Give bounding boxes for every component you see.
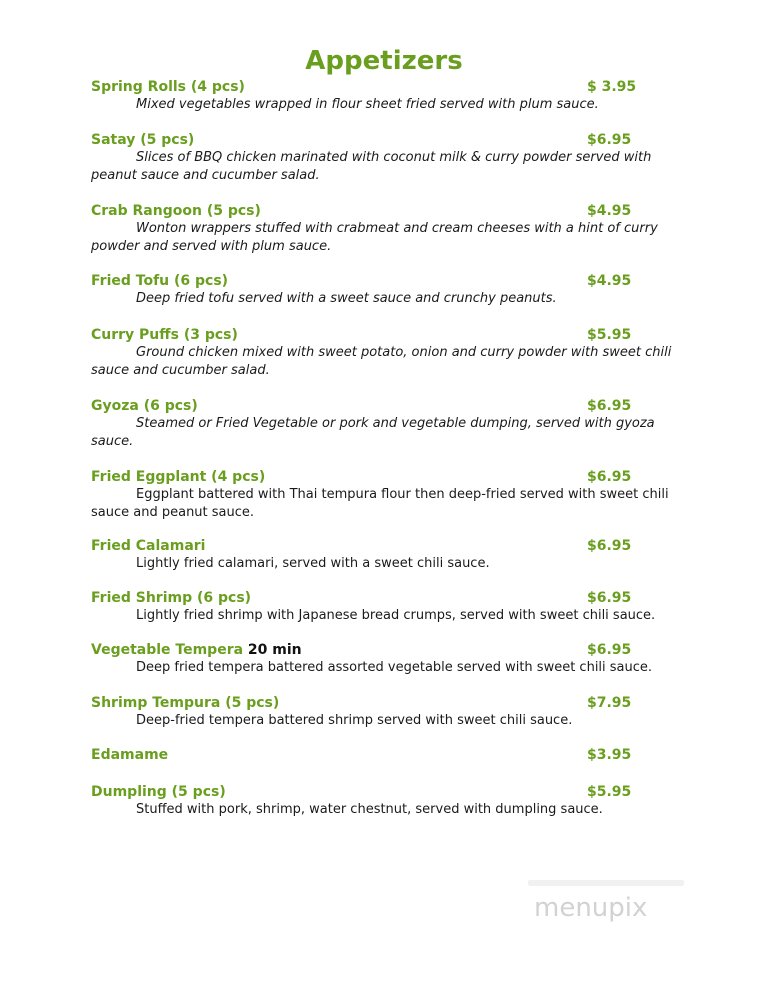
menu-item xyxy=(91,468,691,521)
item-price: $4.95 xyxy=(587,203,632,219)
item-name: Crab Rangoon (5 pcs) xyxy=(91,203,261,219)
item-name: Fried Tofu (6 pcs) xyxy=(91,273,229,289)
item-description: Ground chicken mixed with sweet potato, onion and curry powder with sweet chili sauce and cucumber salad. xyxy=(91,345,672,378)
item-price: $6.95 xyxy=(587,398,632,414)
item-description: Wonton wrappers stuffed with crabmeat and cream cheeses with a hint of curry powder and served with plum sauce. xyxy=(91,221,658,254)
item-name: Satay (5 pcs) xyxy=(91,132,195,148)
item-name: Dumpling (5 pcs) xyxy=(91,784,226,800)
item-name: Fried Eggplant (4 pcs) xyxy=(91,469,266,485)
menu-item xyxy=(91,589,691,625)
item-description: Deep fried tempera battered assorted vegetable served with sweet chili sauce. xyxy=(136,660,653,675)
menu-item xyxy=(91,131,691,184)
item-name: Curry Puffs (3 pcs) xyxy=(91,327,238,343)
menu-item xyxy=(91,78,691,114)
menu-item xyxy=(91,272,691,308)
item-name: Fried Shrimp (6 pcs) xyxy=(91,590,252,606)
item-description: Lightly fried shrimp with Japanese bread crumps, served with sweet chili sauce. xyxy=(136,608,656,623)
item-name: Gyoza (6 pcs) xyxy=(91,398,198,414)
menu-item xyxy=(91,326,691,379)
menupix-watermark: menupix xyxy=(534,893,648,923)
item-price: $5.95 xyxy=(587,327,632,343)
menu-item xyxy=(91,397,691,450)
item-name: Shrimp Tempura (5 pcs) xyxy=(91,695,280,711)
watermark-divider xyxy=(528,880,684,886)
item-price: $6.95 xyxy=(587,590,632,606)
item-price: $ 3.95 xyxy=(587,79,637,95)
item-price: $5.95 xyxy=(587,784,632,800)
item-description: Deep fried tofu served with a sweet sauce and crunchy peanuts. xyxy=(136,291,557,306)
item-name: Fried Calamari xyxy=(91,538,206,554)
item-description: Deep-fried tempera battered shrimp served with sweet chili sauce. xyxy=(136,713,573,728)
item-description: Eggplant battered with Thai tempura flour then deep-fried served with sweet chili sauce and peanut sauce. xyxy=(91,487,669,520)
item-prep-time: 20 min xyxy=(243,642,302,658)
item-price: $6.95 xyxy=(587,469,632,485)
item-name-text: Vegetable Tempera xyxy=(91,642,244,658)
item-description: Steamed or Fried Vegetable or pork and vegetable dumping, served with gyoza sauce. xyxy=(91,416,655,449)
menu-item xyxy=(91,202,691,255)
item-name: Edamame xyxy=(91,747,169,763)
menu-title: Appetizers xyxy=(305,46,463,76)
item-description: Slices of BBQ chicken marinated with coconut milk & curry powder served with peanut sauce and cucumber salad. xyxy=(91,150,652,183)
item-price: $6.95 xyxy=(587,538,632,554)
item-price: $6.95 xyxy=(587,132,632,148)
item-price: $4.95 xyxy=(587,273,632,289)
item-price: $3.95 xyxy=(587,747,632,763)
menu-item xyxy=(91,746,691,764)
item-name: Spring Rolls (4 pcs) xyxy=(91,79,245,95)
item-description: Stuffed with pork, shrimp, water chestnut, served with dumpling sauce. xyxy=(136,802,603,817)
menu-item xyxy=(91,641,691,677)
item-price: $7.95 xyxy=(587,695,632,711)
menu-item xyxy=(91,783,691,819)
item-description: Lightly fried calamari, served with a sweet chili sauce. xyxy=(136,556,490,571)
item-price: $6.95 xyxy=(587,642,632,658)
menu-item xyxy=(91,694,691,730)
menu-item xyxy=(91,537,691,573)
item-description: Mixed vegetables wrapped in flour sheet fried served with plum sauce. xyxy=(136,97,599,112)
